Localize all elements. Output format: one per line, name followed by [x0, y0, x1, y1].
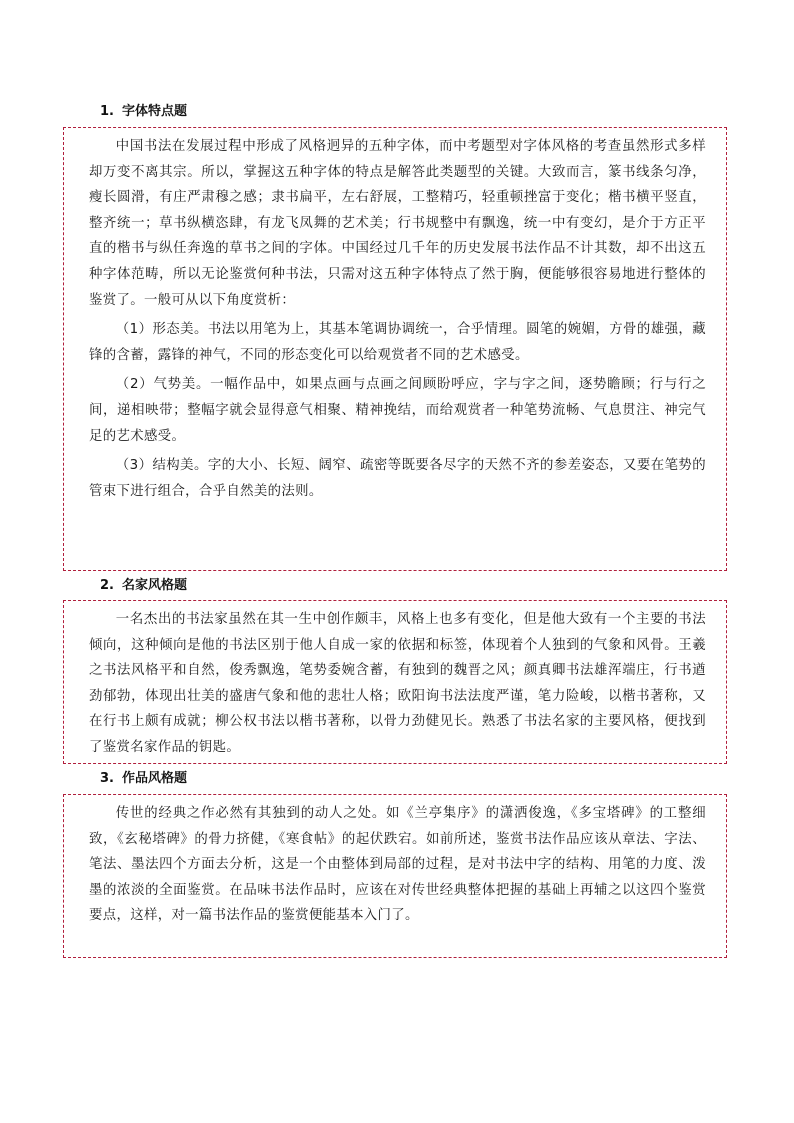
paragraph: 一名杰出的书法家虽然在其一生中创作颇丰，风格上也多有变化，但是他大致有一个主要的书法倾向，这种倾向是他的书法区别于他人自成一家的依据和标签，体现着个人独到的气象和风骨。王羲之书法风格平和自然，俊秀飘逸，笔势委婉含蓄，有独到的魏晋之风；颜真卿书法雄浑端庄，行书遒劲郁勃，体现出壮美的盛唐气象和他的悲壮人格；欧阳询书法法度严谨，笔力险峻，以楷书著称，又在行书上颇有成就；柳公权书法以楷书著称，以骨力劲健见长。熟悉了书法名家的主要风格，便找到了鉴赏名家作品的钥匙。: [89, 612, 706, 755]
section-box-3: [63, 794, 727, 958]
section-heading-1: [100, 103, 187, 121]
section-box-1: [63, 127, 727, 571]
section-number: 3.: [100, 771, 114, 786]
section-title: 作品风格题: [121, 771, 187, 786]
section-number: 1.: [100, 104, 114, 119]
paragraph: 传世的经典之作必然有其独到的动人之处。如《兰亭集序》的潇洒俊逸，《多宝塔碑》的工整细致，《玄秘塔碑》的骨力挤健，《寒食帖》的起伏跌宕。如前所述，鉴赏书法作品应该从章法、字法、笔法、墨法四个方面去分析，这是一个由整体到局部的过程，是对书法中字的结构、用笔的力度、泼墨的浓淡的全面鉴赏。在品味书法作品时，应该在对传世经典整体把握的基础上再辅之以这四个鉴赏要点，这样，对一篇书法作品的鉴赏便能基本入门了。: [89, 806, 706, 924]
section-heading-2: [100, 577, 187, 595]
paragraph: （1）形态美。书法以用笔为上，其基本笔调协调统一，合乎情理。圆笔的婉媚，方骨的雄强，藏锋的含蓄，露锋的神气，不同的形态变化可以给观赏者不同的艺术感受。: [89, 322, 706, 363]
section-title: 名家风格题: [121, 578, 187, 593]
section-box-2: [63, 600, 727, 764]
section-title: 字体特点题: [121, 104, 187, 119]
paragraph: （3）结构美。字的大小、长短、阔窄、疏密等既要各尽字的天然不齐的参差姿态，又要在笔势的管束下进行组合，合乎自然美的法则。: [89, 458, 706, 499]
section-heading-3: [100, 770, 187, 788]
section-number: 2.: [100, 578, 114, 593]
paragraph: 中国书法在发展过程中形成了风格迥异的五种字体，而中考题型对字体风格的考查虽然形式多样却万变不离其宗。所以，掌握这五种字体的特点是解答此类题型的关键。大致而言，篆书线条匀净，瘦长圆滑，有庄严肃穆之感；隶书扁平，左右舒展，工整精巧，轻重顿挫富于变化；楷书横平竖直，整齐统一；草书纵横恣肆，有龙飞凤舞的艺术美；行书规整中有飘逸，统一中有变幻，是介于方正平直的楷书与纵任奔逸的草书之间的字体。中国经过几千年的历史发展书法作品不计其数，却不出这五种字体范畴，所以无论鉴赏何种书法，只需对这五种字体特点了然于胸，便能够很容易地进行整体的鉴赏了。一般可从以下角度赏析：: [89, 139, 706, 308]
paragraph: （2）气势美。一幅作品中，如果点画与点画之间顾盼呼应，字与字之间，逐势瞻顾；行与行之间，递相映带；整幅字就会显得意气相聚、精神挽结，而给观赏者一种笔势流畅、气息贯注、神完气足的艺术感受。: [89, 377, 706, 444]
